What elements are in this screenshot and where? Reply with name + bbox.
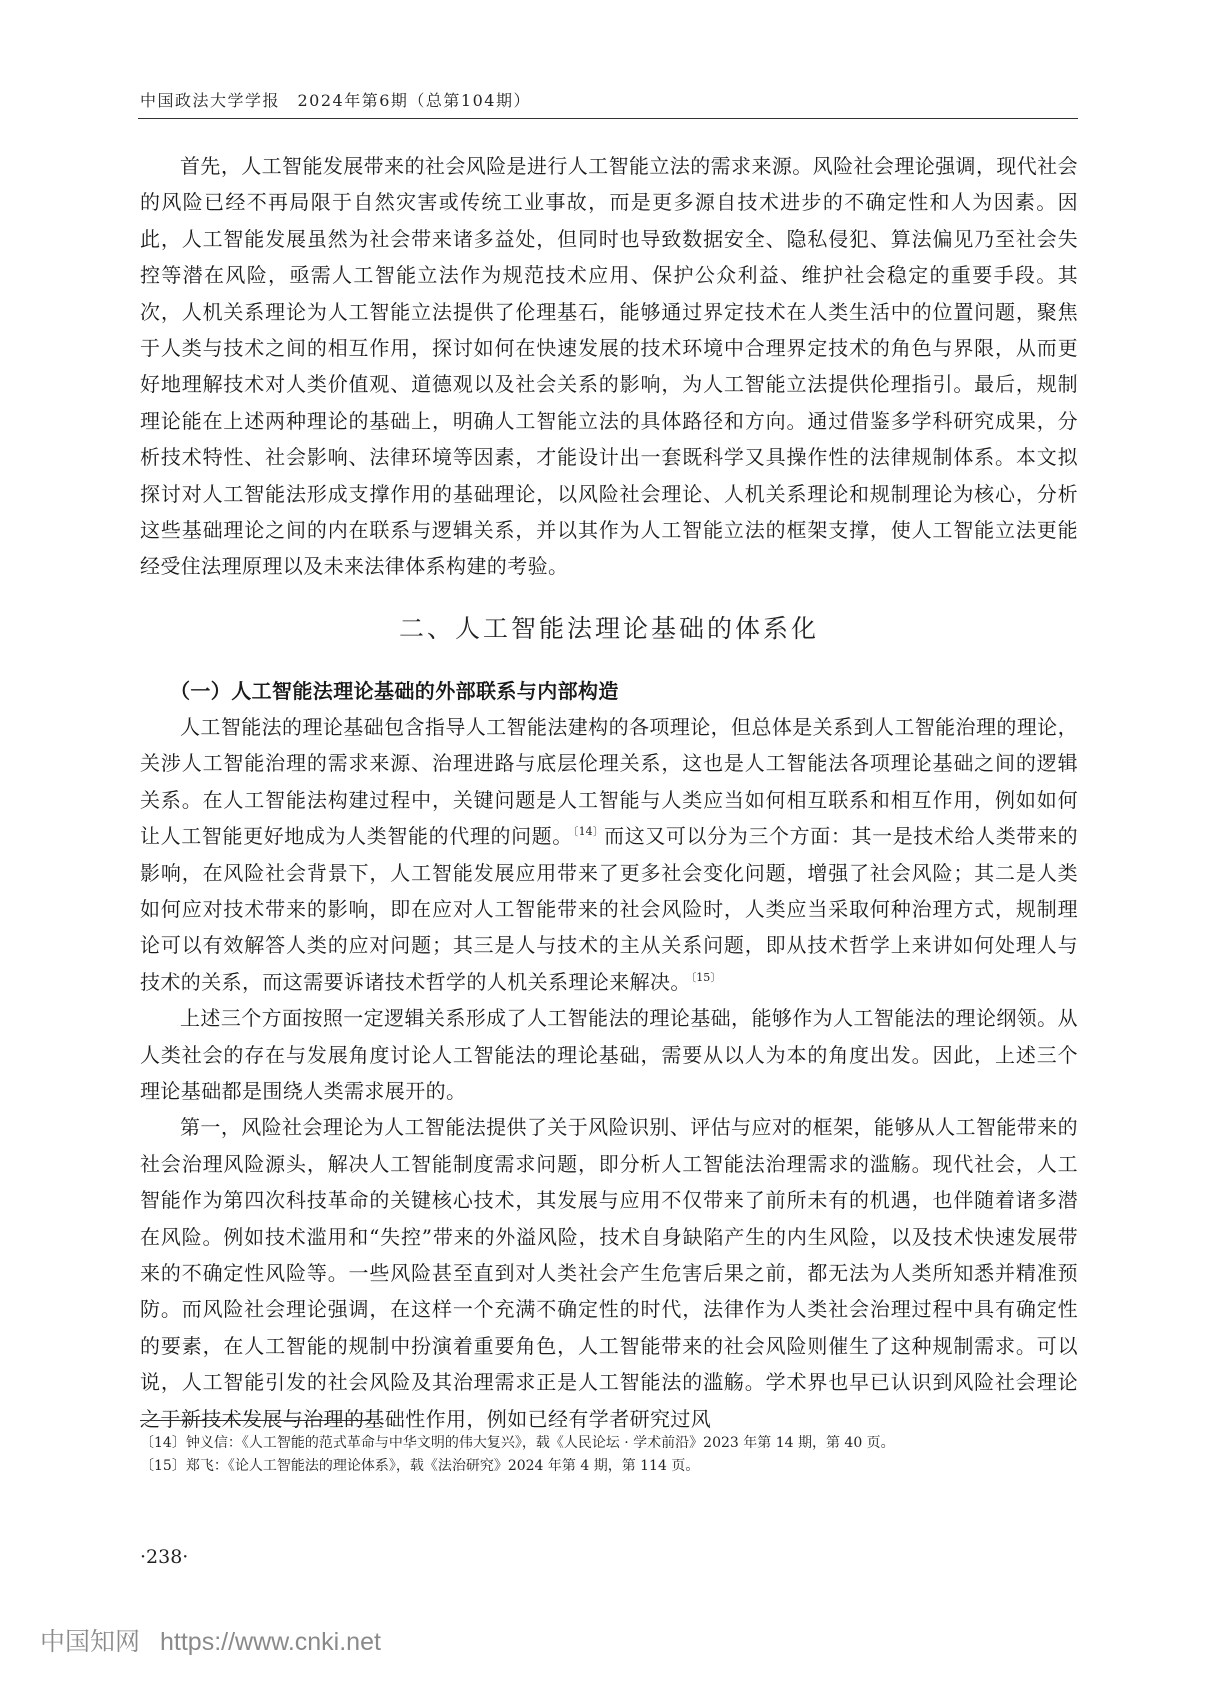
footnote-14: 〔14〕钟义信：《人工智能的范式革命与中华文明的伟大复兴》，载《人民论坛 · 学术前沿》2023 年第 14 期，第 40 页。 [140, 1435, 895, 1451]
footnote-divider [140, 1420, 370, 1421]
paragraph-4: 第一，风险社会理论为人工智能法提供了关于风险识别、评估与应对的框架，能够从人工智能带来的社会治理风险源头，解决人工智能制度需求问题，即分析人工智能法治理需求的滥觞。现代社会，人工智能作为第四次科技革命的关键核心技术，其发展与应用不仅带来了前所未有的机遇，也伴随着诸多潜在风险。例如技术滥用和“失控”带来的外溢风险，技术自身缺陷产生的内生风险，以及技术快速发展带来的不确定性风险等。一些风险甚至直到对人类社会产生危害后果之前，都无法为人类所知悉并精准预防。而风险社会理论强调，在这样一个充满不确定性的时代，法律作为人类社会治理过程中具有确定性的要素，在人工智能的规制中扮演着重要角色，人工智能带来的社会风险则催生了这种规制需求。可以说，人工智能引发的社会风险及其治理需求正是人工智能法的滥觞。学术界也早已认识到风险社会理论之于新技术发展与治理的基础性作用，例如已经有学者研究过风 [140, 1115, 1078, 1431]
running-header: 中国政法大学学报 2024年第6期（总第104期） [140, 91, 531, 110]
paragraph-2-text-b: 而这又可以分为三个方面：其一是技术给人类带来的影响，在风险社会背景下，人工智能发展应用带来了更多社会变化问题，增强了社会风险；其二是人类如何应对技术带来的影响，即在应对人工智能带来的社会风险时，人类应当采取何种治理方式，规制理论可以有效解答人类的应对问题；其三是人与技术的主从关系问题，即从技术哲学上来讲如何处理人与技术的关系，而这需要诉诸技术哲学的人机关系理论来解决。 [140, 824, 1079, 994]
subsection-heading: （一）人工智能法理论基础的外部联系与内部构造 [170, 678, 619, 703]
article-body [140, 148, 1078, 1437]
section-heading: 二、人工智能法理论基础的体系化 [398, 613, 819, 643]
header-divider [138, 118, 1078, 119]
citation-14-link[interactable]: 〔14〕 [572, 825, 605, 839]
watermark-brand: 中国知网 [40, 1628, 141, 1656]
paragraph-1: 首先，人工智能发展带来的社会风险是进行人工智能立法的需求来源。风险社会理论强调，现代社会的风险已经不再局限于自然灾害或传统工业事故，而是更多源自技术进步的不确定性和人为因素。因此，人工智能发展虽然为社会带来诸多益处，但同时也导致数据安全、隐私侵犯、算法偏见乃至社会失控等潜在风险，亟需人工智能立法作为规范技术应用、保护公众利益、维护社会稳定的重要手段。其次，人机关系理论为人工智能立法提供了伦理基石，能够通过界定技术在人类生活中的位置问题，聚焦于人类与技术之间的相互作用，探讨如何在快速发展的技术环境中合理界定技术的角色与界限，从而更好地理解技术对人类价值观、道德观以及社会关系的影响，为人工智能立法提供伦理指引。最后，规制理论能在上述两种理论的基础上，明确人工智能立法的具体路径和方向。通过借鉴多学科研究成果，分析技术特性、社会影响、法律环境等因素，才能设计出一套既科学又具操作性的法律规制体系。本文拟探讨对人工智能法形成支撑作用的基础理论，以风险社会理论、人机关系理论和规制理论为核心，分析这些基础理论之间的内在联系与逻辑关系，并以其作为人工智能立法的框架支撑，使人工智能立法更能经受住法理原理以及未来法律体系构建的考验。 [140, 154, 1078, 579]
paragraph-2 [140, 709, 1078, 1000]
paragraph-2-text-a: 人工智能法的理论基础包含指导人工智能法建构的各项理论，但总体是关系到人工智能治理的理论，关涉人工智能治理的需求来源、治理进路与底层伦理关系，这也是人工智能法各项理论基础之间的逻辑关系。在人工智能法构建过程中，关键问题是人工智能与人类应当如何相互联系和相互作用，例如如何让人工智能更好地成为人类智能的代理的问题。 [140, 714, 1078, 849]
footnotes [140, 1432, 1080, 1478]
page-number: ·238· [140, 1546, 189, 1568]
footnote-15: 〔15〕郑飞：《论人工智能法的理论体系》，载《法治研究》2024 年第 4 期，第 114 页。 [140, 1458, 700, 1474]
paragraph-3: 上述三个方面按照一定逻辑关系形成了人工智能法的理论基础，能够作为人工智能法的理论纲领。从人类社会的存在与发展角度讨论人工智能法的理论基础，需要从以人为本的角度出发。因此，上述三个理论基础都是围绕人类需求展开的。 [140, 1006, 1078, 1103]
citation-15-link[interactable]: 〔15〕 [690, 970, 722, 984]
cnki-watermark [40, 1622, 381, 1658]
watermark-url: https://www.cnki.net [160, 1628, 381, 1656]
